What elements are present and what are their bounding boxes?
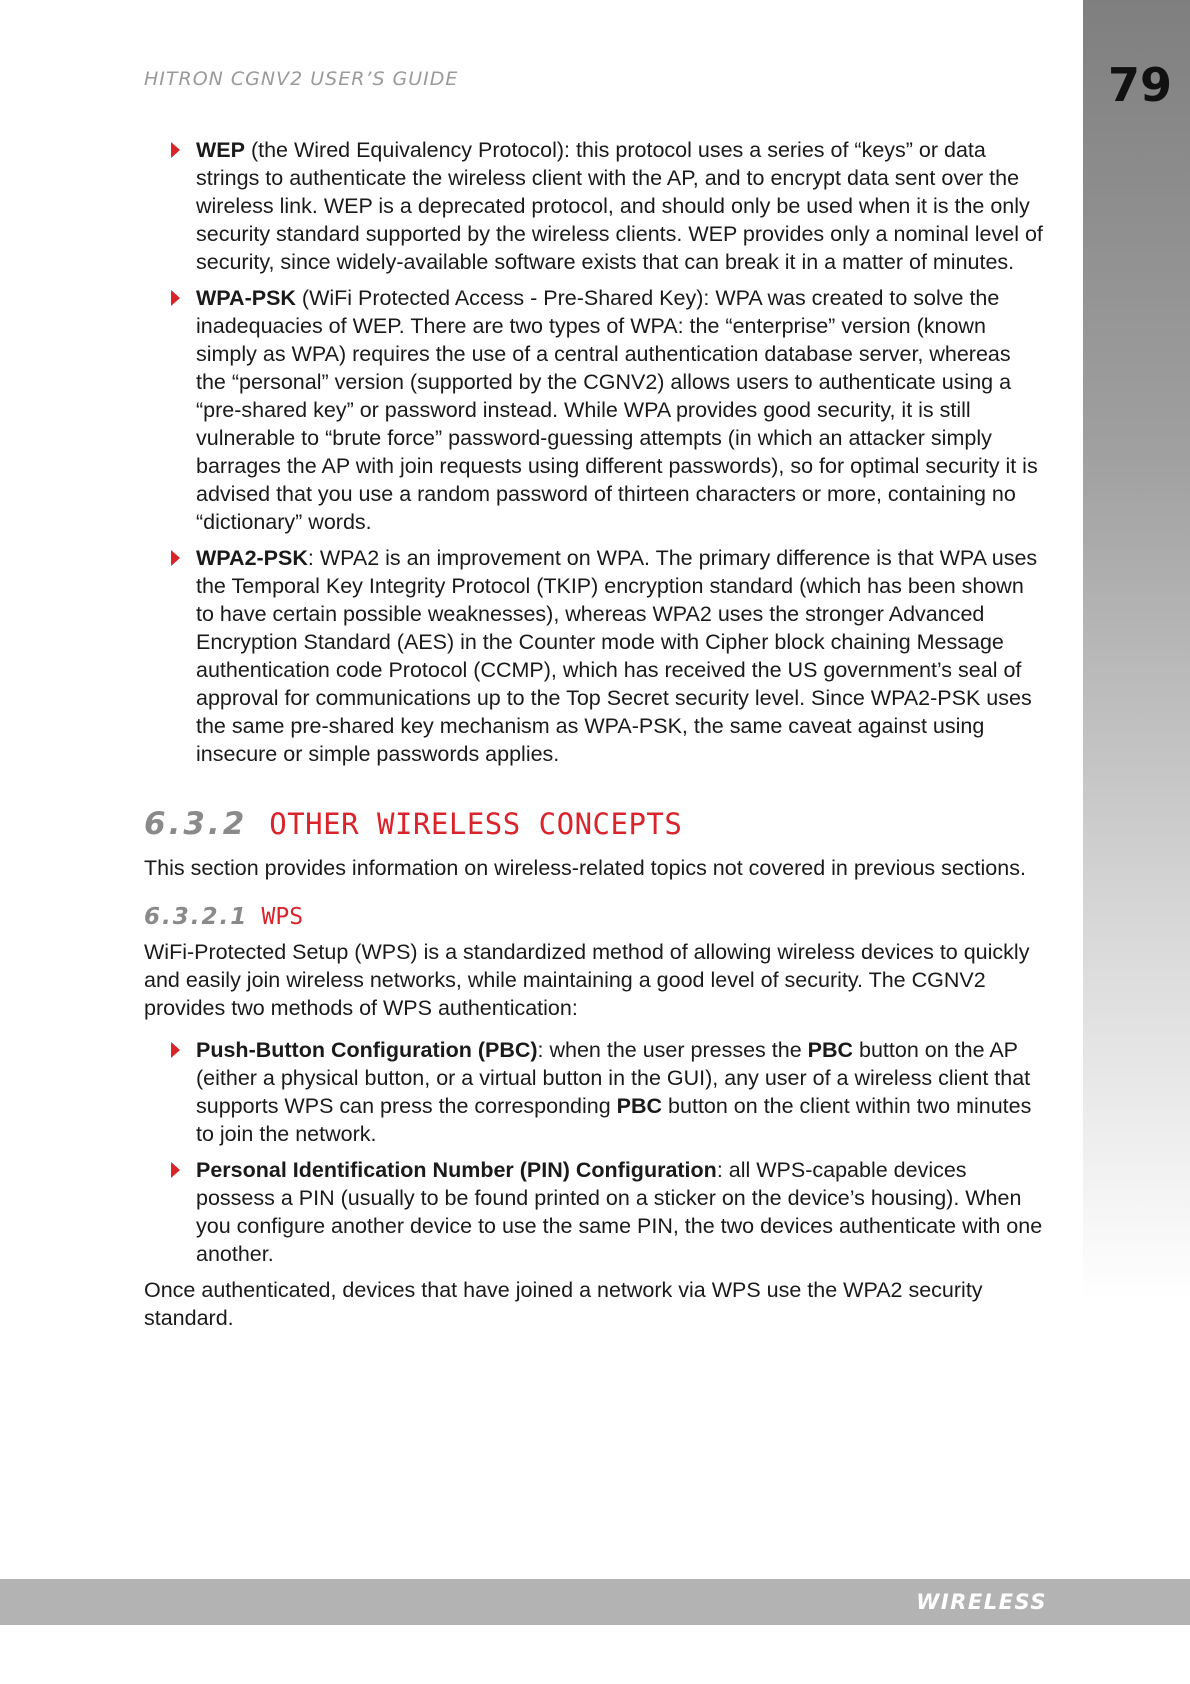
subsection-number: 6.3.2.1 xyxy=(144,904,249,930)
wps-methods-list xyxy=(144,1036,1044,1268)
section-intro: This section provides information on wireless-related topics not covered in previous sections. xyxy=(144,856,1026,880)
bullet-arrow-icon xyxy=(171,1042,180,1058)
subsection-intro: WiFi-Protected Setup (WPS) is a standardized method of allowing wireless devices to quickly and easily join wireless networks, while maintaining a good level of security. The CGNV2 provides two methods of WPS authentication: xyxy=(144,940,1030,1020)
subsection-heading xyxy=(144,904,1044,930)
bullet-wpa-psk xyxy=(144,284,1044,536)
bullet-text: (the Wired Equivalency Protocol): this protocol uses a series of “keys” or data strings to authenticate the wireless client with the AP, and to encrypt data sent over the wireless link. WEP is a deprecated protocol, and should only be used when it is the only security standard supported by the wireless clients. WEP provides only a nominal level of security, since widely-available software exists that can break it in a matter of minutes. xyxy=(196,138,1043,274)
bullet-text: : all WPS-capable devices possess a PIN (usually to be found printed on a sticker on the device’s housing). When you configure another device to use the same PIN, the two devices authenticate with one another. xyxy=(196,1158,1043,1266)
bullet-term: Personal Identification Number (PIN) Configuration xyxy=(196,1158,717,1182)
bullet-wpa2-psk xyxy=(144,544,1044,768)
page-content xyxy=(144,136,1044,1342)
bullet-text: button on the AP (either a physical button, or a virtual button in the GUI), any user of a wireless client that supports WPS can press the corresponding xyxy=(196,1038,1031,1118)
bullet-text: : WPA2 is an improvement on WPA. The primary difference is that WPA uses the Temporal Key Integrity Protocol (TKIP) encryption standard (which has been shown to have certain possible weaknesses), whereas WPA2 uses the stronger Advanced Encryption Standard (AES) in the Counter mode with Cipher block chaining Message authentication code Protocol (CCMP), which has received the US government’s seal of approval for communications up to the Top Secret security level. Since WPA2-PSK uses the same pre-shared key mechanism as WPA-PSK, the same caveat against using insecure or simple passwords applies. xyxy=(196,546,1038,766)
bullet-term: WEP xyxy=(196,138,245,162)
page-number: 79 xyxy=(1107,58,1172,112)
bullet-pin xyxy=(144,1156,1044,1268)
bullet-arrow-icon xyxy=(171,550,180,566)
bullet-term: Push-Button Configuration (PBC) xyxy=(196,1038,538,1062)
bullet-arrow-icon xyxy=(171,1162,180,1178)
pbc-emphasis: PBC xyxy=(616,1094,663,1118)
bullet-term: WPA-PSK xyxy=(196,286,296,310)
bullet-text: (WiFi Protected Access - Pre-Shared Key): WPA was created to solve the inadequacies of WEP. There are two types of WPA: the “enterprise” version (known simply as WPA) requires the use of a central authentication database server, whereas the “personal” version (supported by the CGNV2) allows users to authenticate using a “pre-shared key” or password instead. While WPA provides good security, it is still vulnerable to “brute force” password-guessing attempts (in which an attacker simply barrages the AP with join requests using different passwords), so for optimal security it is advised that you use a random password of thirteen characters or more, containing no “dictionary” words. xyxy=(196,286,1038,534)
closing-paragraph: Once authenticated, devices that have joined a network via WPS use the WPA2 security standard. xyxy=(144,1278,983,1330)
subsection-title: WPS xyxy=(261,904,304,930)
bullet-wep xyxy=(144,136,1044,276)
section-heading xyxy=(144,806,1044,842)
section-number: 6.3.2 xyxy=(144,806,248,842)
bullet-term: WPA2-PSK xyxy=(196,546,308,570)
bullet-arrow-icon xyxy=(171,142,180,158)
bullet-text: : when the user presses the xyxy=(537,1038,808,1062)
bullet-pbc xyxy=(144,1036,1044,1148)
footer-chapter-label: WIRELESS xyxy=(916,1590,1047,1614)
pbc-emphasis: PBC xyxy=(807,1038,854,1062)
bullet-text: button on the client within two minutes to join the network. xyxy=(196,1094,1032,1146)
side-gradient-bar xyxy=(1083,0,1190,1300)
bullet-arrow-icon xyxy=(171,290,180,306)
section-title: OTHER WIRELESS CONCEPTS xyxy=(269,807,683,841)
running-header: HITRON CGNV2 USER’S GUIDE xyxy=(144,68,459,90)
